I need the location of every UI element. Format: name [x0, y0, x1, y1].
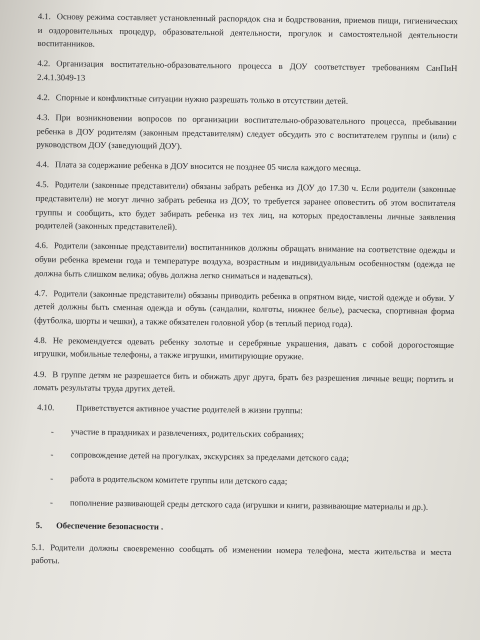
paragraph-number: 4.10.	[37, 402, 55, 413]
paragraph-number: 4.6.	[35, 240, 49, 251]
list-item-text: работа в родительском комитете группы или детского сада;	[70, 473, 288, 487]
paragraph-number: 4.3.	[36, 112, 50, 123]
bullet-mark: -	[50, 426, 54, 437]
paragraph-number: 4.2.	[37, 58, 51, 69]
list-item-text: участие в праздниках и развлечениях, родительских собраниях;	[70, 426, 305, 440]
list-item	[51, 425, 453, 444]
bullet-mark: -	[50, 473, 54, 484]
paragraph-text: Родители (законные представители) воспитанников должны обращать внимание на соответствие одежды и обуви ребенка времени года и температуре воздуха, возрастным и индивидуальным особенностям (одежда не должна быть слишком велика; обувь должна легко сниматься и надеваться).	[34, 240, 456, 281]
section-title: Обеспечение безопасности .	[56, 520, 164, 532]
paragraph-4-2-b	[37, 91, 457, 110]
paragraph-text: Родители (законные представители) обязаны приводить ребенка в опрятном виде, чистой одежде и обуви. У детей должны быть сменная одежда и обувь (сандалии, колготы, нижнее белье), расческа, спортивная форма (футболка, шорты и чешки), а также обязателен головной убор (в теплый период года).	[34, 287, 455, 329]
paragraph-4-6	[35, 239, 455, 285]
bullet-mark: -	[49, 496, 53, 507]
paragraph-4-7	[34, 287, 454, 333]
paragraph-text: Спорные и конфликтные ситуации нужно разрешать только в отсутствии детей.	[55, 92, 349, 106]
paragraph-text: Не рекомендуется одевать ребенку золотые и серебряные украшения, давать с собой дорогостоящие игрушки, мобильные телефоны, а также игрушки, имитирующие оружие.	[33, 335, 454, 362]
section-number: 5.	[35, 520, 43, 531]
paragraph-text: Приветствуется активное участие родителей в жизни группы:	[76, 402, 303, 416]
paragraph-number: 4.1.	[37, 10, 51, 22]
paragraph-4-1	[38, 10, 458, 56]
paragraph-4-9	[33, 368, 453, 400]
paragraph-number: 4.9.	[33, 368, 47, 379]
paragraph-number: 4.7.	[34, 287, 48, 298]
list-item	[50, 472, 452, 491]
list-item	[50, 496, 452, 515]
list-item	[50, 449, 452, 468]
paragraph-4-2	[37, 57, 457, 89]
paragraph-text: В группе детям не разрешается бить и обижать друг друга, брать без разрешения личные вещи; портить и ломать результаты труда других детей.	[33, 368, 454, 394]
bullet-mark: -	[50, 449, 54, 460]
paragraph-text: Организация воспитательно-образовательного процесса в ДОУ соответствует требованиям СанПиН 2.4.1.3049-13	[37, 58, 458, 83]
paragraph-4-5	[35, 178, 456, 238]
section-heading	[36, 519, 452, 538]
document-body	[31, 10, 458, 580]
paragraph-5-1	[31, 541, 451, 573]
list-item-text: сопровождение детей на прогулках, экскурсиях за пределами детского сада;	[70, 449, 350, 464]
list-item-text: пополнение развивающей среды детского сада (игрушки и книги, развивающие материалы и др.).	[69, 497, 429, 512]
paragraph-4-10	[37, 401, 453, 420]
paragraph-text: Родители должны своевременно сообщать об изменении номера телефона, места жительства и места работы.	[31, 542, 452, 566]
paragraph-number: 4.5.	[35, 179, 49, 190]
paragraph-4-8	[34, 334, 454, 366]
paragraph-4-3	[36, 111, 456, 157]
paragraph-number: 4.8.	[33, 334, 47, 346]
paragraph-text: Плата за содержание ребенка в ДОУ вносится не позднее 05 числа каждого месяца.	[54, 159, 361, 174]
paragraph-text: Основу режима составляет установленный распорядок сна и бодрствования, приемов пищи, гигиенических и оздоровительных процедур, образовательной деятельности, прогулок и самостоятельной деятельности воспитанников.	[37, 11, 458, 49]
paragraph-4-4	[36, 158, 456, 177]
paragraph-number: 4.4.	[36, 159, 50, 170]
paragraph-number: 4.2.	[36, 91, 50, 103]
paragraph-number: 5.1.	[31, 541, 45, 552]
paragraph-text: При возникновении вопросов по организации воспитательно-образовательного процесса, пребывании ребенка в ДОУ родителям (законным представителям) следует обсудить это с воспитателем группы и (или) с руководством ДОУ (заведующий ДОУ).	[36, 112, 457, 152]
paragraph-text: Родители (законные представители) обязаны забрать ребенка из ДОУ до 17.30 ч. Если родители (законные представители) не могут лично забрать ребенка из ДОУ, то требуется заранее оповестить об этом воспитателя группы и сообщить, кто будет забирать ребенка из тех лиц, на которых предоставлены личные заявления родителей (законных представителей).	[35, 179, 456, 232]
